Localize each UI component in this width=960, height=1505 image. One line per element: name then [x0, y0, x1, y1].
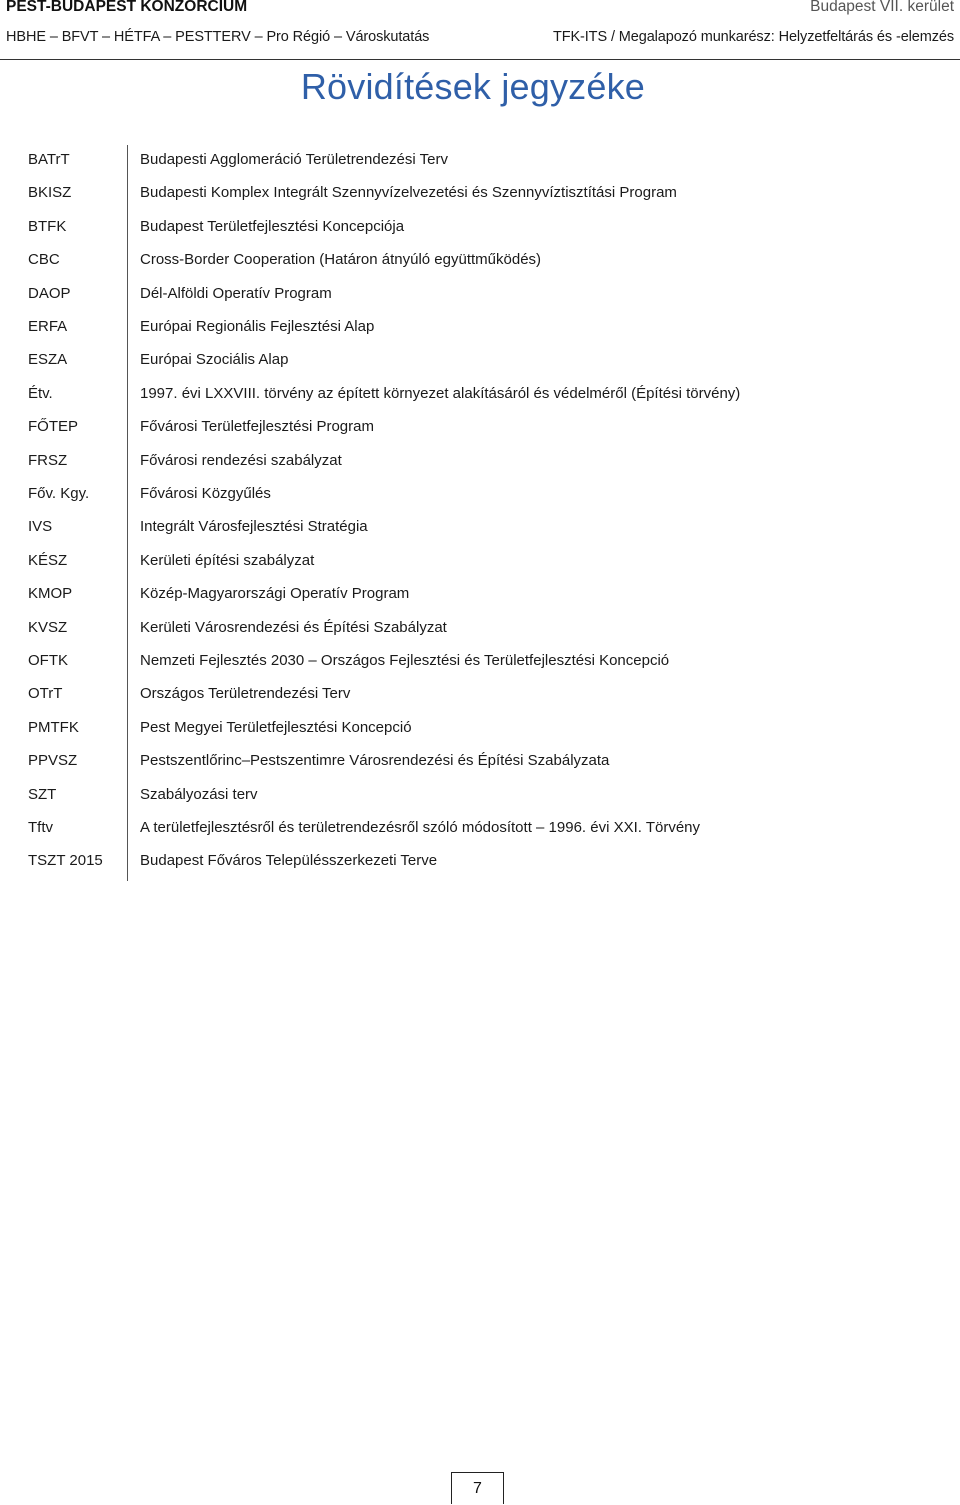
abbreviation-description: Fővárosi rendezési szabályzat	[140, 451, 342, 469]
header-district: Budapest VII. kerület	[810, 0, 954, 15]
abbreviation-code: PPVSZ	[28, 752, 78, 770]
abbreviation-description: A területfejlesztésről és területrendezésről szóló módosított – 1996. évi XXI. Törvény	[140, 819, 701, 836]
abbreviation-description: Kerületi Városrendezési és Építési Szabályzat	[140, 618, 447, 636]
page-number: 7	[473, 1480, 482, 1497]
abbreviation-row	[0, 546, 960, 579]
abbreviation-code: PMTFK	[28, 718, 79, 736]
abbreviation-description: Cross-Border Cooperation (Határon átnyúló együttműködés)	[140, 251, 542, 269]
abbreviation-row	[0, 679, 960, 712]
abbreviation-code: FŐTEP	[28, 418, 79, 436]
abbreviation-code: KMOP	[28, 585, 73, 603]
abbreviation-description: Szabályozási terv	[140, 785, 258, 803]
abbreviation-code: ERFA	[28, 318, 68, 335]
abbreviation-description: 1997. évi LXXVIII. törvény az épített környezet alakításáról és védelméről (Építési törvény)	[140, 384, 741, 402]
abbreviation-code: OFTK	[28, 652, 68, 669]
abbreviation-row	[0, 345, 960, 378]
abbreviation-description: Budapest Főváros Településszerkezeti Terve	[140, 852, 438, 870]
abbreviation-row	[0, 145, 960, 178]
abbreviation-row	[0, 713, 960, 746]
abbreviation-row	[0, 479, 960, 512]
page-title: Rövidítések jegyzéke	[300, 66, 645, 107]
abbreviation-code: SZT	[28, 785, 57, 803]
abbreviation-description: Dél-Alföldi Operatív Program	[140, 284, 332, 302]
abbreviation-row	[0, 512, 960, 545]
abbreviation-code: KVSZ	[28, 618, 68, 636]
abbreviation-row	[0, 646, 960, 679]
abbreviation-code: KÉSZ	[28, 551, 68, 569]
abbreviation-description: Európai Szociális Alap	[140, 351, 289, 369]
abbreviation-code: FRSZ	[28, 451, 68, 469]
abbreviation-description: Nemzeti Fejlesztés 2030 – Országos Fejlesztési és Területfejlesztési Koncepció	[140, 652, 670, 669]
header-project: TFK-ITS / Megalapozó munkarész: Helyzetfeltárás és -elemzés	[552, 29, 954, 45]
abbreviation-description: Fővárosi Közgyűlés	[140, 485, 271, 502]
header-consortium-members: HBHE – BFVT – HÉTFA – PESTTERV – Pro Régió – Városkutatás	[6, 29, 430, 45]
abbreviation-row	[0, 579, 960, 612]
abbreviation-row	[0, 245, 960, 278]
abbreviation-code: ESZA	[28, 351, 68, 369]
abbreviation-description: Európai Regionális Fejlesztési Alap	[140, 318, 375, 335]
abbreviation-row	[0, 412, 960, 445]
abbreviation-row	[0, 212, 960, 245]
abbreviation-code: Főv. Kgy.	[28, 485, 90, 502]
page-number-box	[451, 1472, 504, 1504]
abbreviation-code: BTFK	[28, 217, 67, 235]
abbreviation-code: BATrT	[28, 151, 70, 168]
abbreviation-description: Országos Területrendezési Terv	[140, 685, 351, 703]
abbreviation-row	[0, 178, 960, 211]
abbreviation-code: CBC	[28, 251, 60, 269]
abbreviation-description: Közép-Magyarországi Operatív Program	[140, 585, 410, 603]
abbreviation-description: Kerületi építési szabályzat	[140, 551, 315, 569]
abbreviation-row	[0, 780, 960, 813]
abbreviation-row	[0, 379, 960, 412]
abbreviation-row	[0, 279, 960, 312]
header-top-row	[6, 0, 954, 16]
abbreviation-description: Budapest Területfejlesztési Koncepciója	[140, 217, 405, 235]
abbreviation-row	[0, 312, 960, 345]
abbreviation-description: Budapesti Komplex Integrált Szennyvízelvezetési és Szennyvíztisztítási Program	[140, 184, 677, 202]
abbreviation-description: Budapesti Agglomeráció Területrendezési Terv	[140, 151, 448, 168]
abbreviation-description: Fővárosi Területfejlesztési Program	[140, 418, 374, 436]
header-divider	[0, 59, 960, 60]
abbreviation-code: BKISZ	[28, 184, 72, 202]
abbreviation-code: Étv.	[28, 384, 53, 402]
abbreviation-description: Integrált Városfejlesztési Stratégia	[140, 518, 368, 536]
abbreviation-row	[0, 746, 960, 779]
header-bottom-row	[6, 29, 954, 45]
abbreviation-code: IVS	[28, 518, 53, 536]
abbreviation-row	[0, 613, 960, 646]
abbreviation-description: Pest Megyei Területfejlesztési Koncepció	[140, 718, 412, 736]
abbreviation-description: Pestszentlőrinc–Pestszentimre Városrendezési és Építési Szabályzata	[140, 752, 610, 770]
abbreviation-code: TSZT 2015	[28, 852, 103, 870]
abbreviation-code: DAOP	[28, 284, 71, 302]
abbreviation-code: OTrT	[28, 685, 63, 703]
abbreviation-row	[0, 446, 960, 479]
abbreviation-row	[0, 813, 960, 846]
page-header	[0, 0, 960, 62]
header-company: PEST-BUDAPEST KONZORCIUM	[6, 0, 248, 15]
abbreviation-code: Tftv	[28, 819, 53, 836]
abbreviation-row	[0, 846, 960, 879]
